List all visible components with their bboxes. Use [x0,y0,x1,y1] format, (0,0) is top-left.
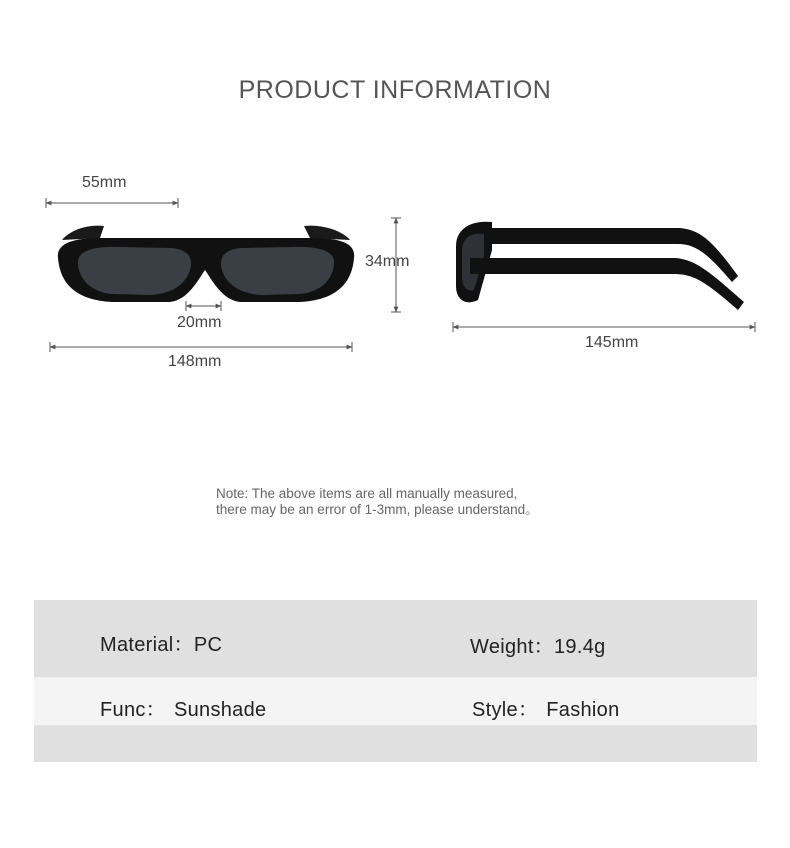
lens-width-label: 55mm [82,174,127,191]
weight-spec [470,630,606,659]
weight-value: 19.4g [554,636,606,658]
material-value: PC [193,634,223,656]
frame-width-label: 148mm [168,353,222,370]
measurement-note [216,486,539,518]
style-spec [472,693,620,722]
func-label: Func： [100,699,166,721]
material-spec [100,628,222,657]
spec-row-1 [34,600,757,677]
front-view-glasses [58,226,354,302]
page-title: PRODUCT INFORMATION [238,76,552,104]
func-value: Sunshade [173,699,267,721]
temple-length-label: 145mm [585,334,639,351]
material-label: Material： [100,634,194,656]
side-view-glasses [456,222,744,310]
style-label: Style： [472,699,539,721]
lens-height-label: 34mm [365,253,410,270]
spec-table [34,600,757,762]
weight-label: Weight： [470,636,554,658]
note-line-1: Note: The above items are all manually measured, [216,486,518,501]
style-value: Fashion [546,699,620,721]
note-line-2: there may be an error of 1-3mm, please understand。 [216,502,539,517]
func-spec [100,693,266,722]
bridge-width-label: 20mm [177,314,222,331]
spec-row-3 [34,725,757,762]
spec-row-2 [34,677,757,725]
